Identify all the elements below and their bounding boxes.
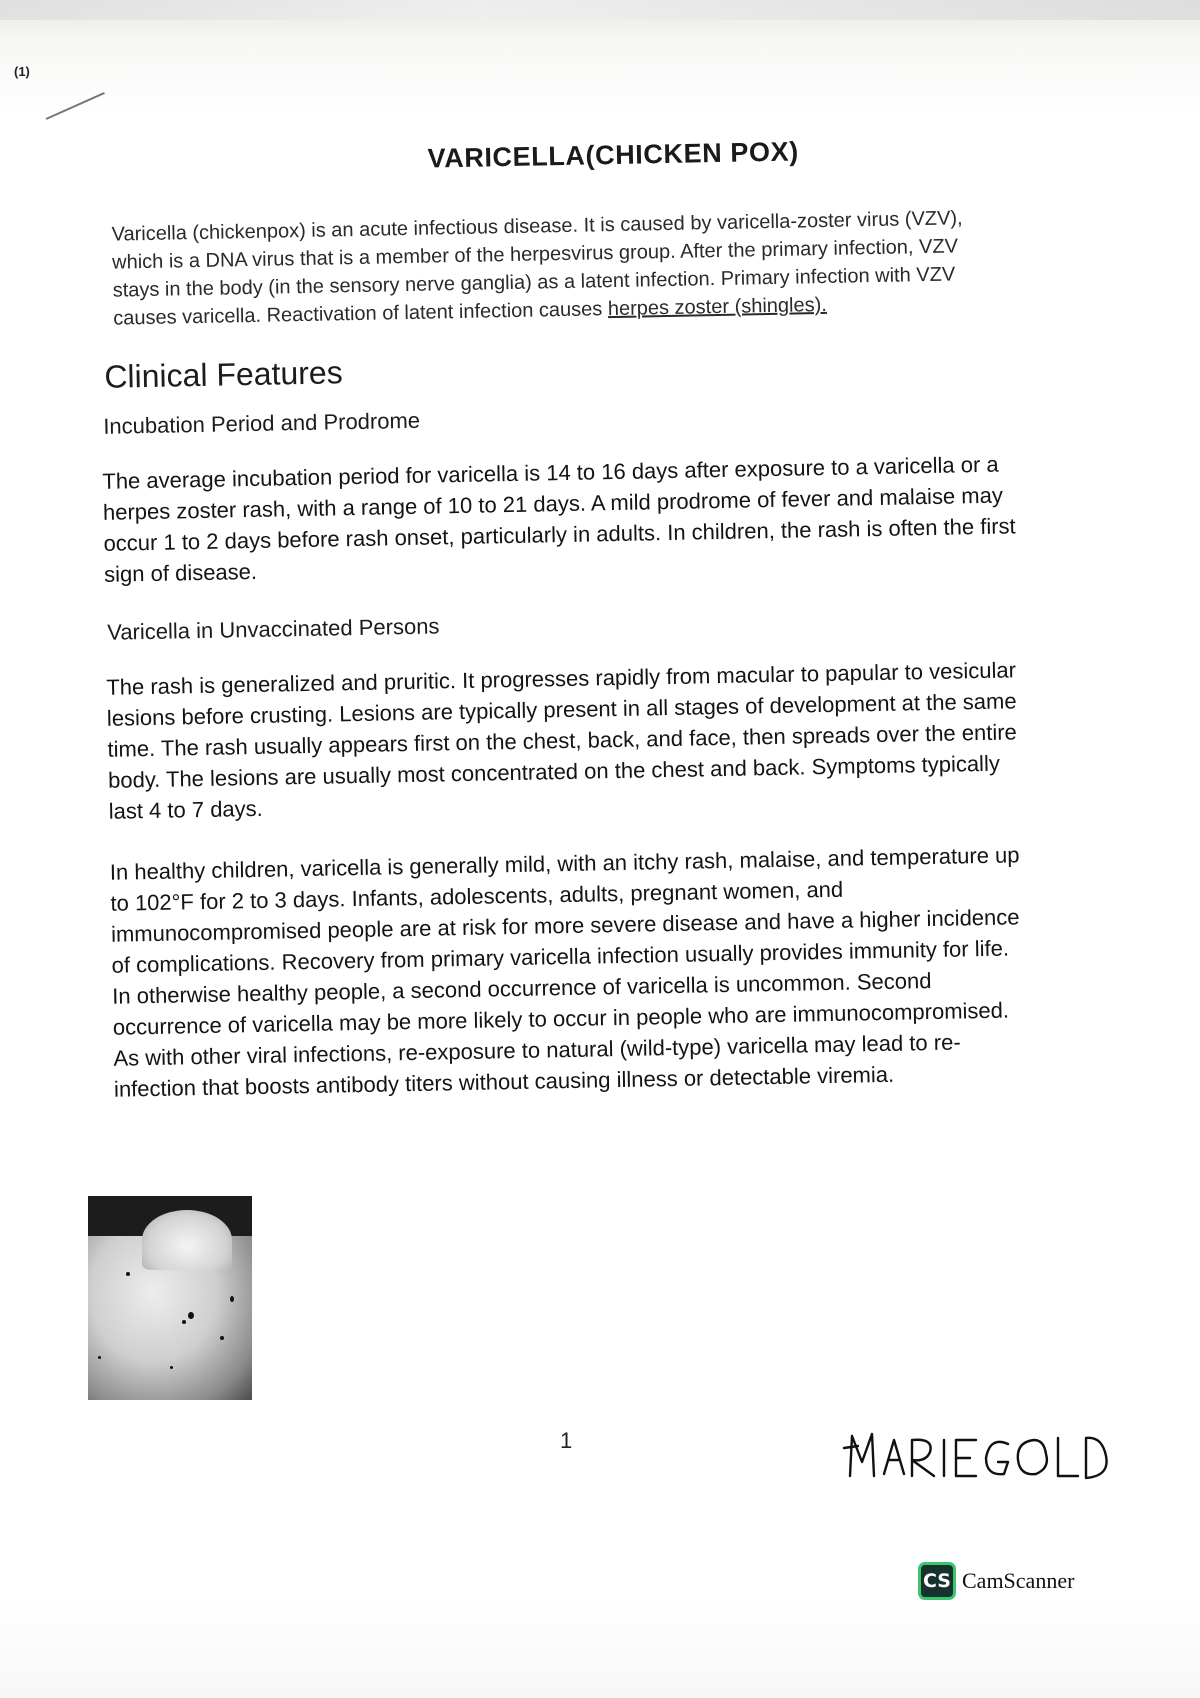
page-fold-shadow — [0, 0, 1200, 20]
page-title: VARICELLA(CHICKEN POX) — [427, 136, 800, 174]
section-heading: Clinical Features — [104, 354, 343, 395]
handwritten-signature — [840, 1418, 1110, 1498]
intro-text: Varicella (chickenpox) is an acute infectious disease. It is caused by varicella-zoster virus (VZV), which is a DNA virus that is a member of the herpesvirus group. After the primary infection, VZV stays in the body (in the sensory nerve ganglia) as a latent infection. Primary infection with VZV causes varicella. Reactivation of latent infection causes — [111, 207, 963, 330]
lesion-spot — [98, 1356, 101, 1359]
paragraph-rash: The rash is generalized and pruritic. It progresses rapidly from macular to papular to vesicular lesions before crusting. Lesions are typically present in all stages of development at the same time. The rash usually appears first on the chest, back, and face, then spreads over the entire body. The lesions are usually most concentrated on the chest and back. Symptoms typically last 4 to 7 days. — [106, 657, 1018, 824]
document-body — [92, 131, 1123, 1135]
shingles-link-text: herpes zoster (shingles). — [607, 293, 828, 321]
paragraph-incubation: The average incubation period for varicella is 14 to 16 days after exposure to a varicella or a herpes zoster rash, with a range of 10 to 21 days. A mild prodrome of fever and malaise may occur 1 to 2 days before rash onset, particularly in adults. In children, the rash is often the first sign of disease. — [102, 451, 1016, 587]
subsection-heading-unvaccinated: Varicella in Unvaccinated Persons — [107, 613, 440, 645]
lesion-spot — [230, 1296, 234, 1302]
camscanner-text: CamScanner — [962, 1568, 1075, 1593]
lesion-spot — [126, 1272, 130, 1276]
photo-shoulder — [142, 1210, 232, 1270]
intro-paragraph — [111, 204, 993, 333]
lesion-spot — [170, 1366, 173, 1369]
lesion-spot — [220, 1336, 224, 1340]
camscanner-logo-icon: CS — [918, 1562, 956, 1600]
rash-photo — [88, 1196, 252, 1400]
lesion-spot — [188, 1312, 194, 1319]
lesion-spot — [182, 1320, 186, 1324]
paragraph-healthy-children: In healthy children, varicella is generally mild, with an itchy rash, malaise, and temperature up to 102°F for 2 to 3 days. Infants, adolescents, adults, pregnant women, and immunocompromised people are at risk for more severe disease and have a higher incidence of complications. Recovery from primary varicella infection usually provides immunity for life. In otherwise healthy people, a second occurrence of varicella is uncommon. Second occurrence of varicella may be more likely to occur in people who are immunocompromised. As with other viral infections, re-exposure to natural (wild-type) varicella may lead to re-infection that boosts antibody titers without causing illness or detectable viremia. — [109, 842, 1020, 1102]
camscanner-watermark — [918, 1562, 1074, 1600]
subsection-heading-incubation: Incubation Period and Prodrome — [103, 407, 421, 439]
page-mark: (1) — [14, 64, 30, 79]
page-number: 1 — [560, 1428, 573, 1453]
